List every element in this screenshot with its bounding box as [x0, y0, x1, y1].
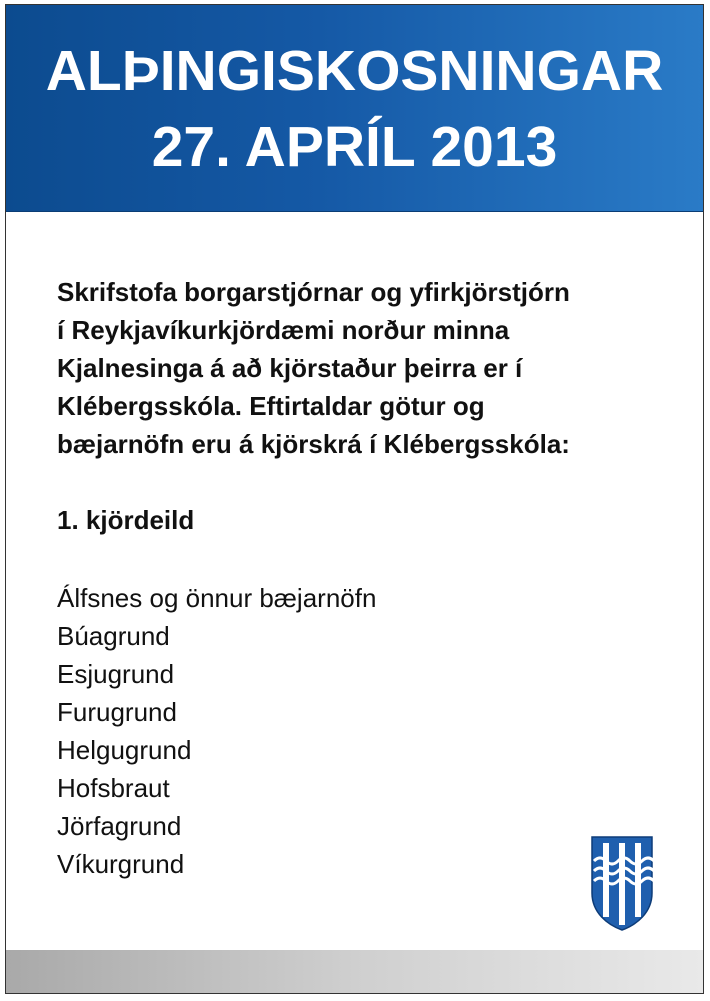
list-item: Hofsbraut: [57, 773, 170, 803]
intro-line: Kjalnesinga á að kjörstaður þeirra er í: [57, 353, 523, 383]
intro-paragraph: [57, 273, 677, 463]
street-list: [57, 579, 376, 883]
list-item: Helgugrund: [57, 735, 192, 765]
header-title: ALÞINGISKOSNINGAR: [45, 39, 664, 103]
list-item: Furugrund: [57, 697, 177, 727]
intro-line: Klébergsskóla. Eftirtaldar götur og: [57, 391, 485, 421]
reykjavik-coat-of-arms-icon: [590, 835, 654, 931]
list-item: Álfsnes og önnur bæjarnöfn: [57, 583, 377, 613]
header-banner: [6, 5, 703, 212]
list-item: Esjugrund: [57, 659, 175, 689]
intro-line: Skrifstofa borgarstjórnar og yfirkjörstjórn: [57, 277, 570, 307]
district-heading: 1. kjördeild: [57, 505, 195, 535]
intro-line: í Reykjavíkurkjördæmi norður minna: [57, 315, 510, 345]
list-item: Jörfagrund: [57, 811, 182, 841]
footer-bar: [6, 950, 703, 993]
intro-line: bæjarnöfn eru á kjörskrá í Klébergsskóla:: [57, 429, 570, 459]
list-item: Búagrund: [57, 621, 170, 651]
election-notice-poster: [5, 4, 704, 994]
list-item: Víkurgrund: [57, 849, 185, 879]
header-date: 27. APRÍL 2013: [151, 115, 558, 179]
